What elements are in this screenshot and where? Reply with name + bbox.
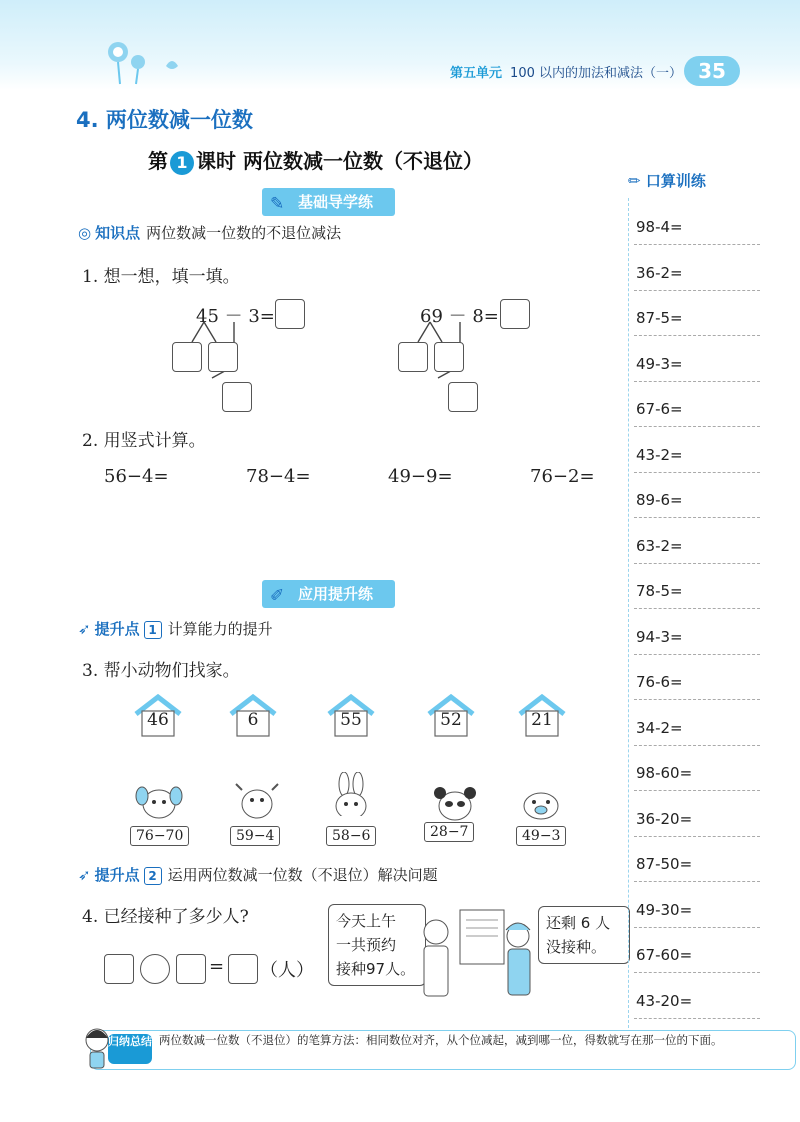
q2-item-1: 56−4= <box>104 466 169 487</box>
knowledge-point <box>78 222 341 243</box>
mental-math-separator <box>634 972 760 973</box>
mental-math-item[interactable]: 98-4= <box>636 218 683 236</box>
animal-expression[interactable]: 76−70 <box>130 826 189 846</box>
question-4: 4. 已经接种了多少人? <box>82 907 249 927</box>
improve-num-2: 2 <box>144 867 162 885</box>
house[interactable] <box>326 694 376 738</box>
summary-box <box>90 1030 796 1070</box>
speech-bubble-nurse <box>538 906 630 964</box>
mental-math-label: 口算训练 <box>645 172 706 190</box>
banner-apply <box>262 580 395 608</box>
section-title: 4. 两位数减一位数 <box>76 108 253 132</box>
question-2: 2. 用竖式计算。 <box>82 431 206 451</box>
speech-line: 没接种。 <box>546 938 607 956</box>
mental-math-item[interactable]: 67-6= <box>636 400 683 418</box>
improve-label-1: 提升点 <box>94 620 140 638</box>
house-number: 6 <box>247 710 259 730</box>
mental-math-item[interactable]: 78-5= <box>636 582 683 600</box>
rocket-icon: ➶ <box>78 620 91 638</box>
header-text <box>450 62 682 81</box>
speech-line: 接种97人。 <box>336 960 416 978</box>
house[interactable] <box>517 694 567 738</box>
animal-expression[interactable]: 49−3 <box>516 826 566 846</box>
improve-label-2: 提升点 <box>94 866 140 884</box>
banner-apply-label: 应用提升练 <box>298 585 374 603</box>
mental-math-item[interactable]: 63-2= <box>636 536 683 555</box>
mental-math-item[interactable]: 49-3= <box>636 354 683 373</box>
q4-operator-circle[interactable] <box>140 954 170 984</box>
house-number: 52 <box>440 710 462 730</box>
improve-text-2: 运用两位数减一位数（不退位）解决问题 <box>167 866 438 884</box>
mental-math-item[interactable]: 36-20= <box>636 809 693 828</box>
knowledge-label: 知识点 <box>95 224 141 242</box>
q2-item-4: 76−2= <box>530 466 595 487</box>
q1-box-ones-2[interactable] <box>434 342 464 372</box>
mental-math-separator <box>634 244 760 245</box>
speech-line: 还剩 6 人 <box>546 914 611 932</box>
q2-item-3: 49−9= <box>388 466 453 487</box>
mental-math-separator <box>634 836 760 837</box>
q4-box-2[interactable] <box>176 954 206 984</box>
lesson-name: 课时 两位数减一位数（不退位） <box>196 149 483 173</box>
house[interactable] <box>228 694 278 738</box>
side-divider <box>628 198 629 1028</box>
summary-tag: 归纳总结 <box>108 1034 152 1064</box>
q1-box-tens-1[interactable] <box>172 342 202 372</box>
mental-math-separator <box>634 654 760 655</box>
rocket-icon: ➶ <box>78 866 91 884</box>
q4-box-1[interactable] <box>104 954 134 984</box>
mental-math-separator <box>634 927 760 928</box>
mental-math-item[interactable]: 76-6= <box>636 673 683 691</box>
mental-math-item[interactable]: 87-5= <box>636 309 683 327</box>
mental-math-item[interactable]: 89-6= <box>636 491 683 509</box>
q1-box-ones-1[interactable] <box>208 342 238 372</box>
mental-math-separator <box>634 290 760 291</box>
house-number: 21 <box>531 710 553 730</box>
improve-point-2 <box>78 864 438 885</box>
improve-point-1 <box>78 618 273 639</box>
banner-basic-label: 基础导学练 <box>298 193 374 211</box>
banner-basic <box>262 188 395 216</box>
sunflower-decoration-icon <box>96 36 186 86</box>
q1-answer-box-1[interactable] <box>275 299 305 329</box>
unit-label: 第五单元 <box>450 66 503 81</box>
q1-box-tens-2[interactable] <box>398 342 428 372</box>
lesson-prefix: 第 <box>148 149 168 173</box>
improve-num-1: 1 <box>144 621 162 639</box>
q4-equals: = <box>209 956 225 977</box>
mental-math-separator <box>634 881 760 882</box>
lesson-number: 1 <box>170 151 194 175</box>
q1-answer-box-2[interactable] <box>500 299 530 329</box>
q1-equation-1: 45 － 3= <box>196 306 275 327</box>
q4-box-answer[interactable] <box>228 954 258 984</box>
cow-icon <box>230 780 284 824</box>
speech-bubble-doctor <box>328 904 426 986</box>
mental-math-item[interactable]: 43-2= <box>636 445 683 464</box>
mental-math-item[interactable]: 49-30= <box>636 900 693 919</box>
girl-mascot-icon <box>84 1026 110 1070</box>
mental-math-separator <box>634 745 760 746</box>
mental-math-item[interactable]: 67-60= <box>636 946 693 964</box>
pig-icon <box>514 784 568 828</box>
mental-math-title <box>628 170 706 191</box>
house[interactable] <box>426 694 476 738</box>
mental-math-separator <box>634 790 760 791</box>
speech-line: 一共预约 <box>336 936 397 954</box>
mental-math-item[interactable]: 36-2= <box>636 263 683 282</box>
animal-expression[interactable]: 28−7 <box>424 822 474 842</box>
mental-math-separator <box>634 381 760 382</box>
ruler-icon: ✐ <box>270 586 285 606</box>
compass-icon: ✎ <box>270 194 285 214</box>
mental-math-item[interactable]: 94-3= <box>636 627 683 646</box>
lesson-title <box>148 145 483 175</box>
mental-math-separator <box>634 517 760 518</box>
house[interactable] <box>133 694 183 738</box>
animal-expression[interactable]: 58−6 <box>326 826 376 846</box>
dog-icon <box>132 780 186 824</box>
unit-topic: 100 以内的加法和减法（一） <box>510 66 682 81</box>
q1-box-result-1[interactable] <box>222 382 252 412</box>
page-number: 35 <box>684 56 740 86</box>
improve-text-1: 计算能力的提升 <box>167 620 273 638</box>
mental-math-separator <box>634 1018 760 1019</box>
doctor-nurse-illustration <box>414 904 538 1004</box>
mental-math-separator <box>634 426 760 427</box>
rabbit-icon <box>324 772 378 816</box>
mental-math-separator <box>634 563 760 564</box>
q1-box-result-2[interactable] <box>448 382 478 412</box>
mental-math-item[interactable]: 87-50= <box>636 855 693 873</box>
question-1: 1. 想一想，填一填。 <box>82 267 240 287</box>
animal-expression[interactable]: 59−4 <box>230 826 280 846</box>
knowledge-text: 两位数减一位数的不退位减法 <box>146 224 342 242</box>
mental-math-separator <box>634 699 760 700</box>
q1-equation-2: 69 － 8= <box>420 306 499 327</box>
house-number: 55 <box>340 710 362 730</box>
question-3: 3. 帮小动物们找家。 <box>82 661 240 681</box>
pencil-icon: ✏ <box>628 172 641 190</box>
summary-text: 两位数减一位数（不退位）的笔算方法：相同数位对齐，从个位减起，减到哪一位，得数就写在那一位的下面。 <box>159 1033 723 1047</box>
q4-unit: （人） <box>260 960 314 981</box>
mental-math-item[interactable]: 34-2= <box>636 718 683 737</box>
mental-math-separator <box>634 472 760 473</box>
target-icon: ◎ <box>78 224 92 242</box>
mental-math-separator <box>634 335 760 336</box>
house-number: 46 <box>147 710 169 730</box>
speech-line: 今天上午 <box>336 912 397 930</box>
q2-item-2: 78−4= <box>246 466 311 487</box>
mental-math-item[interactable]: 43-20= <box>636 991 693 1010</box>
mental-math-item[interactable]: 98-60= <box>636 764 693 782</box>
mental-math-separator <box>634 608 760 609</box>
